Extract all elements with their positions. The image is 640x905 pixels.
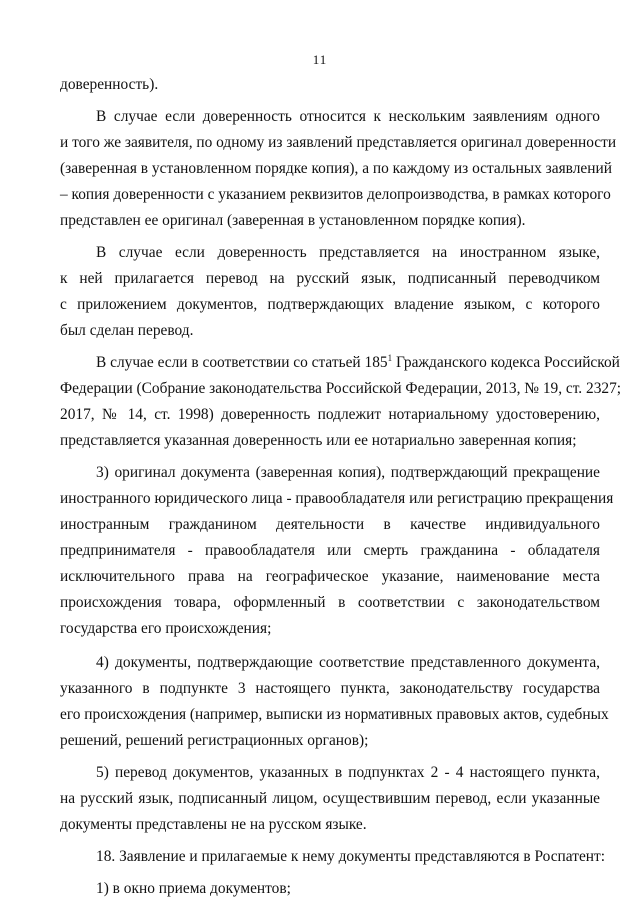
text-line: и того же заявителя, по одному из заявлений представляется оригинал доверенности xyxy=(60,134,617,151)
text-line: 3) оригинал документа (заверенная копия), подтверждающий прекращение xyxy=(96,464,600,481)
text-line: 2017, № 14, ст. 1998) доверенность подлежит нотариальному удостоверению, xyxy=(60,406,600,423)
text-line: представлен ее оригинал (заверенная в установленном порядке копия). xyxy=(60,212,526,229)
text-line: (заверенная в установленном порядке копия), а по каждому из остальных заявлений xyxy=(60,160,612,177)
section-18-item-1 xyxy=(60,876,600,902)
text-line: решений, решений регистрационных органов); xyxy=(60,732,369,749)
text-line xyxy=(60,350,620,376)
text-line: Федерации (Собрание законодательства Российской Федерации, 2013, № 19, ст. 2327; xyxy=(60,380,622,397)
text-line: 4) документы, подтверждающие соответствие представленного документа, xyxy=(96,654,600,671)
text-line: государства его происхождения; xyxy=(60,620,272,637)
text-line: В случае если доверенность относится к нескольким заявлениям одного xyxy=(96,108,600,125)
text-line: иностранным гражданином деятельности в качестве индивидуального xyxy=(60,516,600,533)
page-number: 11 xyxy=(312,52,328,67)
list-item-4 xyxy=(60,650,609,754)
list-item-5 xyxy=(60,760,600,838)
text-line: предпринимателя - правообладателя или смерть гражданина - обладателя xyxy=(60,542,600,559)
paragraph-notarial xyxy=(60,350,622,454)
text-line: исключительного права на географическое указание, наименование места xyxy=(60,568,600,585)
text-fragment: Гражданского кодекса Российской xyxy=(392,354,620,371)
text-line: происхождения товара, оформленный в соответствии с законодательством xyxy=(60,594,600,611)
text-line: к ней прилагается перевод на русский язык, подписанный переводчиком xyxy=(60,270,600,287)
text-fragment: В случае если в соответствии со статьей 185 xyxy=(96,354,388,371)
text-line: иностранного юридического лица - правообладателя или регистрацию прекращения xyxy=(60,490,614,507)
text-line: документы представлены не на русском языке. xyxy=(60,816,367,833)
text-line: на русский язык, подписанный лицом, осуществившим перевод, если указанные xyxy=(60,790,600,807)
text-line: 5) перевод документов, указанных в подпунктах 2 - 4 настоящего пункта, xyxy=(96,764,600,781)
paragraph-foreign-language xyxy=(60,240,600,344)
text-line: был сделан перевод. xyxy=(60,322,194,339)
text-line: доверенность). xyxy=(60,76,159,93)
text-line: 1) в окно приема документов; xyxy=(96,880,291,897)
paragraph-power-of-attorney-multiple xyxy=(60,104,617,234)
paragraph-continuation xyxy=(60,72,600,98)
superscript: 1 xyxy=(387,352,393,363)
text-line: – копия доверенности с указанием реквизитов делопроизводства, в рамках которого xyxy=(60,186,611,203)
text-line: указанного в подпункте 3 настоящего пункта, законодательству государства xyxy=(60,680,600,697)
document-body xyxy=(60,72,622,902)
list-item-3 xyxy=(60,460,614,642)
text-line: с приложением документов, подтверждающих владение языком, с которого xyxy=(60,296,600,313)
text-line: представляется указанная доверенность или ее нотариально заверенная копия; xyxy=(60,432,577,449)
text-line: В случае если доверенность представляется на иностранном языке, xyxy=(96,244,600,261)
text-line: его происхождения (например, выписки из нормативных правовых актов, судебных xyxy=(60,706,609,723)
section-18 xyxy=(60,844,606,870)
text-line: 18. Заявление и прилагаемые к нему документы представляются в Роспатент: xyxy=(96,848,606,865)
